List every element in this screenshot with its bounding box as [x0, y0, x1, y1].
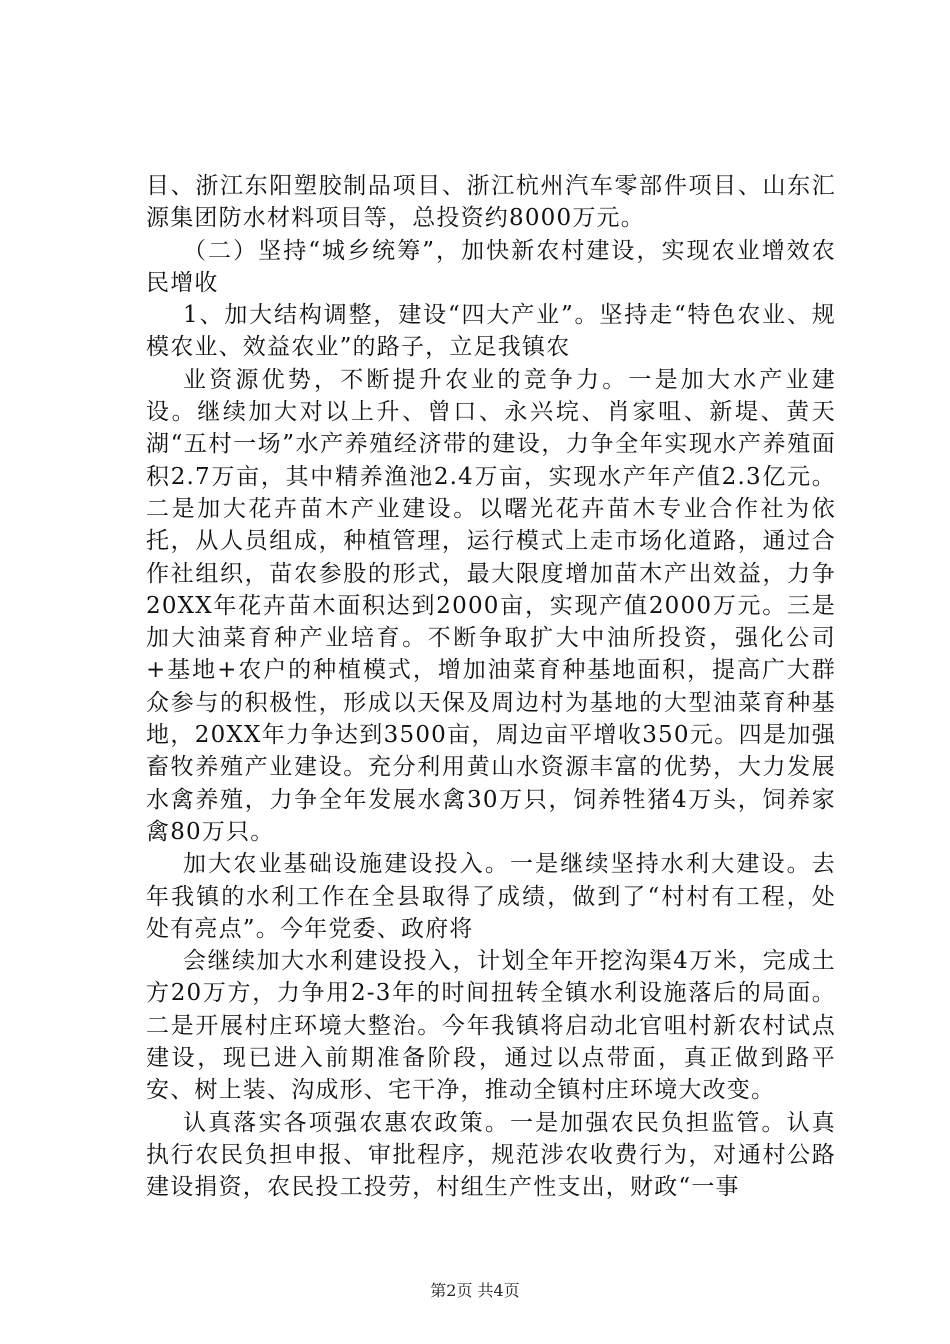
paragraph-industry: 业资源优势，不断提升农业的竞争力。一是加大水产业建设。继续加大对以上升、曾口、永兴垸、肖家咀、新堤、黄天湖“五村一场”水产养殖经济带的建设，力争全年实现水产养殖面积2.7万亩，其中精养渔池2.4万亩，实现水产年产值2.3亿元。二是加大花卉苗木产业建设。以曙光花卉苗木专业合作社为依托，从人员组成，种植管理，运行模式上走市场化道路，通过合作社组织，苗农参股的形式，最大限度增加苗木产出效益，力争20XX年花卉苗木面积达到2000亩，实现产值2000万元。三是加大油菜育种产业培育。不断争取扩大中油所投资，强化公司+基地+农户的种植模式，增加油菜育种基地面积，提高广大群众参与的积极性，形成以天保及周边村为基地的大型油菜育种基地，20XX年力争达到3500亩，周边亩平增收350元。四是加强畜牧养殖产业建设。充分利用黄山水资源丰富的优势，大力发展水禽养殖，力争全年发展水禽30万只，饲养牲猪4万头，饲养家禽80万只。 [146, 366, 836, 845]
section-heading: （二）坚持“城乡统筹”，加快新农村建设，实现农业增效农民增收 [146, 237, 836, 296]
document-body [146, 170, 836, 1204]
page-footer [0, 1278, 950, 1301]
paragraph-water-conservancy: 会继续加大水利建设投入，计划全年开挖沟渠4万米，完成土方20万方，力争用2-3年的时间扭转全镇水利设施落后的局面。二是开展村庄环境大整治。今年我镇将启动北官咀村新农村试点建设，现已进入前期准备阶段，通过以点带面，真正做到路平安、树上装、沟成形、宅干净，推动全镇村庄环境大改变。 [146, 948, 836, 1104]
subsection-heading: 1、加大结构调整，建设“四大产业”。坚持走“特色农业、规模农业、效益农业”的路子，立足我镇农 [146, 302, 836, 361]
paragraph-continuation: 目、浙江东阳塑胶制品项目、浙江杭州汽车零部件项目、山东汇源集团防水材料项目等，总投资约8000万元。 [146, 173, 836, 232]
paragraph-policy: 认真落实各项强农惠农政策。一是加强农民负担监管。认真执行农民负担申报、审批程序，规范涉农收费行为，对通村公路建设捐资，农民投工投劳，村组生产性支出，财政“一事 [146, 1109, 836, 1201]
page-number-label: 第2页 共4页 [430, 1281, 520, 1300]
paragraph-infrastructure: 加大农业基础设施建设投入。一是继续坚持水利大建设。去年我镇的水利工作在全县取得了成绩，做到了“村村有工程，处处有亮点”。今年党委、政府将 [146, 851, 836, 942]
